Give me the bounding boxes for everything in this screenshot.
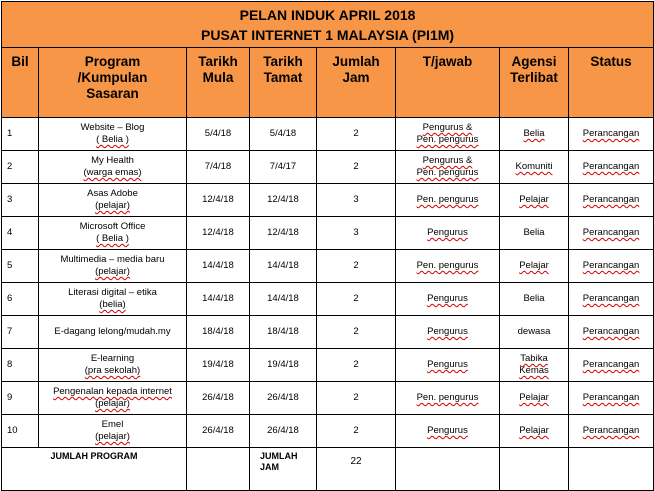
header-agensi-line-1: Agensi	[511, 54, 557, 69]
program-name: Multimedia – media baru	[60, 254, 165, 265]
header-agensi	[500, 48, 569, 118]
cell-bil: 10	[2, 415, 39, 448]
header-bil-label: Bil	[11, 54, 29, 69]
table-title	[2, 2, 654, 48]
cell-tarikh-mula: 12/4/18	[187, 184, 250, 217]
header-tarikh-tamat	[250, 48, 317, 118]
status-text: Perancangan	[582, 260, 640, 271]
agensi-line-1: Pelajar	[519, 194, 549, 205]
cell-agensi	[500, 349, 569, 382]
cell-tjawab	[396, 184, 500, 217]
cell-tarikh-tamat: 7/4/17	[250, 151, 317, 184]
program-target: (pra sekolah)	[84, 365, 141, 376]
program-target: (pelajar)	[95, 266, 130, 277]
tjawab-line-1: Pengurus	[427, 227, 468, 238]
agensi-line-2: Kemas	[519, 365, 549, 376]
agensi-line-1: Belia	[523, 128, 545, 139]
cell-status	[569, 283, 654, 316]
status-text: Perancangan	[582, 359, 640, 370]
cell-program	[39, 316, 187, 349]
header-tjawab-label: T/jawab	[422, 54, 473, 69]
header-jam-line-2: Jam	[342, 70, 370, 85]
header-status-label: Status	[590, 54, 632, 69]
cell-tjawab	[396, 283, 500, 316]
table-row	[2, 184, 654, 217]
cell-agensi	[500, 316, 569, 349]
tjawab-line-1: Pen. pengurus	[416, 260, 479, 271]
cell-jumlah-jam: 3	[317, 184, 396, 217]
total-jam-label-line-1: JUMLAH	[260, 451, 298, 461]
cell-agensi	[500, 283, 569, 316]
cell-bil: 4	[2, 217, 39, 250]
agensi-line-1: Pelajar	[519, 425, 549, 436]
status-text: Perancangan	[582, 128, 640, 139]
cell-agensi	[500, 184, 569, 217]
table-row	[2, 415, 654, 448]
cell-program	[39, 250, 187, 283]
cell-tarikh-tamat: 14/4/18	[250, 250, 317, 283]
status-text: Perancangan	[582, 425, 640, 436]
total-empty-cell	[569, 448, 654, 491]
cell-bil: 8	[2, 349, 39, 382]
cell-bil: 9	[2, 382, 39, 415]
tjawab-line-2: Pen. pengurus	[416, 167, 479, 178]
table-row	[2, 151, 654, 184]
cell-program	[39, 382, 187, 415]
header-jumlah-jam	[317, 48, 396, 118]
table-row	[2, 217, 654, 250]
cell-tarikh-mula: 12/4/18	[187, 217, 250, 250]
table-row	[2, 283, 654, 316]
total-jam-label	[250, 448, 317, 491]
program-target: (belia)	[99, 299, 126, 310]
program-name: Microsoft Office	[79, 221, 146, 232]
status-text: Perancangan	[582, 194, 640, 205]
header-agensi-line-2: Terlibat	[510, 70, 558, 85]
cell-bil: 6	[2, 283, 39, 316]
table-row	[2, 316, 654, 349]
cell-agensi	[500, 118, 569, 151]
status-text: Perancangan	[582, 293, 640, 304]
title-line-2: PUSAT INTERNET 1 MALAYSIA (PI1M)	[201, 26, 455, 43]
header-bil	[2, 48, 39, 118]
master-plan-table	[1, 1, 654, 491]
cell-agensi	[500, 217, 569, 250]
cell-bil: 1	[2, 118, 39, 151]
header-mula-line-1: Tarikh	[198, 54, 238, 69]
table-row	[2, 250, 654, 283]
cell-agensi	[500, 415, 569, 448]
cell-program	[39, 283, 187, 316]
cell-program	[39, 349, 187, 382]
cell-status	[569, 151, 654, 184]
cell-status	[569, 184, 654, 217]
program-name: Website – Blog	[80, 122, 145, 133]
header-program-line-2: /Kumpulan	[77, 70, 148, 85]
total-empty-cell	[500, 448, 569, 491]
agensi-line-1: Belia	[523, 293, 545, 304]
agensi-line-1: dewasa	[517, 326, 551, 337]
header-program	[39, 48, 187, 118]
cell-program	[39, 217, 187, 250]
header-tarikh-mula	[187, 48, 250, 118]
cell-jumlah-jam: 2	[317, 283, 396, 316]
agensi-line-1: Tabika	[520, 353, 548, 364]
cell-tarikh-tamat: 14/4/18	[250, 283, 317, 316]
cell-tjawab	[396, 415, 500, 448]
tjawab-line-1: Pengurus	[427, 359, 468, 370]
cell-status	[569, 250, 654, 283]
cell-jumlah-jam: 3	[317, 217, 396, 250]
cell-tarikh-mula: 19/4/18	[187, 349, 250, 382]
program-target: ( Belia )	[96, 233, 129, 244]
cell-agensi	[500, 382, 569, 415]
cell-tjawab	[396, 349, 500, 382]
cell-tjawab	[396, 382, 500, 415]
cell-jumlah-jam: 2	[317, 250, 396, 283]
cell-program	[39, 184, 187, 217]
header-tjawab	[396, 48, 500, 118]
cell-tjawab	[396, 217, 500, 250]
tjawab-line-1: Pengurus &	[422, 122, 473, 133]
header-program-line-1: Program	[84, 54, 141, 69]
cell-tarikh-tamat: 26/4/18	[250, 382, 317, 415]
program-target: (warga emas)	[83, 167, 142, 178]
program-target: (pelajar)	[95, 200, 130, 211]
total-jam-label-line-2: JAM	[260, 462, 280, 472]
cell-jumlah-jam: 2	[317, 415, 396, 448]
total-empty-cell	[396, 448, 500, 491]
agensi-line-1: Komuniti	[515, 161, 553, 172]
table-row	[2, 118, 654, 151]
table-row	[2, 349, 654, 382]
tjawab-line-1: Pen. pengurus	[416, 392, 479, 403]
cell-tarikh-tamat: 19/4/18	[250, 349, 317, 382]
tjawab-line-1: Pengurus	[427, 293, 468, 304]
cell-status	[569, 382, 654, 415]
cell-jumlah-jam: 2	[317, 151, 396, 184]
cell-agensi	[500, 250, 569, 283]
total-jam-value	[317, 448, 396, 491]
cell-program	[39, 151, 187, 184]
status-text: Perancangan	[582, 227, 640, 238]
cell-status	[569, 217, 654, 250]
program-name: E-learning	[90, 353, 135, 364]
tjawab-line-1: Pengurus	[427, 425, 468, 436]
header-tamat-line-2: Tamat	[263, 70, 303, 85]
agensi-line-1: Pelajar	[519, 260, 549, 271]
cell-tjawab	[396, 316, 500, 349]
tjawab-line-1: Pengurus &	[422, 155, 473, 166]
cell-jumlah-jam: 2	[317, 118, 396, 151]
status-text: Perancangan	[582, 326, 640, 337]
program-name: Emel	[101, 419, 124, 430]
cell-tarikh-mula: 14/4/18	[187, 283, 250, 316]
program-name: Literasi digital – etika	[68, 287, 157, 298]
cell-bil: 3	[2, 184, 39, 217]
program-target: ( Belia )	[96, 134, 129, 145]
program-name: E-dagang lelong/mudah.my	[54, 326, 171, 337]
title-row	[2, 2, 654, 48]
cell-jumlah-jam: 2	[317, 316, 396, 349]
cell-tarikh-mula: 18/4/18	[187, 316, 250, 349]
cell-jumlah-jam: 2	[317, 382, 396, 415]
total-empty-cell	[187, 448, 250, 491]
total-jam-number: 22	[350, 456, 362, 467]
cell-bil: 5	[2, 250, 39, 283]
cell-tarikh-tamat: 12/4/18	[250, 217, 317, 250]
cell-program	[39, 415, 187, 448]
program-name: Pengenalan kepada internet	[53, 386, 172, 397]
header-tamat-line-1: Tarikh	[263, 54, 303, 69]
cell-tarikh-mula: 14/4/18	[187, 250, 250, 283]
status-text: Perancangan	[582, 392, 640, 403]
cell-agensi	[500, 151, 569, 184]
tjawab-line-2: Pen. pengurus	[416, 134, 479, 145]
header-program-line-3: Sasaran	[86, 86, 139, 101]
program-name: My Health	[91, 155, 134, 166]
title-line-1: PELAN INDUK APRIL 2018	[239, 6, 416, 23]
tjawab-line-1: Pengurus	[427, 326, 468, 337]
agensi-line-1: Pelajar	[519, 392, 549, 403]
total-program-text: JUMLAH PROGRAM	[50, 451, 138, 461]
cell-tjawab	[396, 151, 500, 184]
cell-status	[569, 415, 654, 448]
total-program-label	[2, 448, 187, 491]
cell-tarikh-mula: 26/4/18	[187, 415, 250, 448]
agensi-line-1: Belia	[523, 227, 545, 238]
program-target: (pelajar)	[95, 398, 130, 409]
tjawab-line-1: Pen. pengurus	[416, 194, 479, 205]
cell-bil: 7	[2, 316, 39, 349]
total-row	[2, 448, 654, 491]
cell-jumlah-jam: 2	[317, 349, 396, 382]
cell-tjawab	[396, 250, 500, 283]
program-target: (pelajar)	[95, 431, 130, 442]
cell-tarikh-tamat: 18/4/18	[250, 316, 317, 349]
cell-status	[569, 316, 654, 349]
cell-bil: 2	[2, 151, 39, 184]
cell-status	[569, 118, 654, 151]
cell-tarikh-tamat: 12/4/18	[250, 184, 317, 217]
cell-tarikh-mula: 7/4/18	[187, 151, 250, 184]
cell-status	[569, 349, 654, 382]
cell-tarikh-mula: 5/4/18	[187, 118, 250, 151]
table-row	[2, 382, 654, 415]
header-row	[2, 48, 654, 118]
cell-program	[39, 118, 187, 151]
program-name: Asas Adobe	[87, 188, 138, 199]
cell-tjawab	[396, 118, 500, 151]
cell-tarikh-tamat: 5/4/18	[250, 118, 317, 151]
header-mula-line-2: Mula	[202, 70, 234, 85]
header-jam-line-1: Jumlah	[332, 54, 380, 69]
status-text: Perancangan	[582, 161, 640, 172]
cell-tarikh-tamat: 26/4/18	[250, 415, 317, 448]
cell-tarikh-mula: 26/4/18	[187, 382, 250, 415]
header-status	[569, 48, 654, 118]
